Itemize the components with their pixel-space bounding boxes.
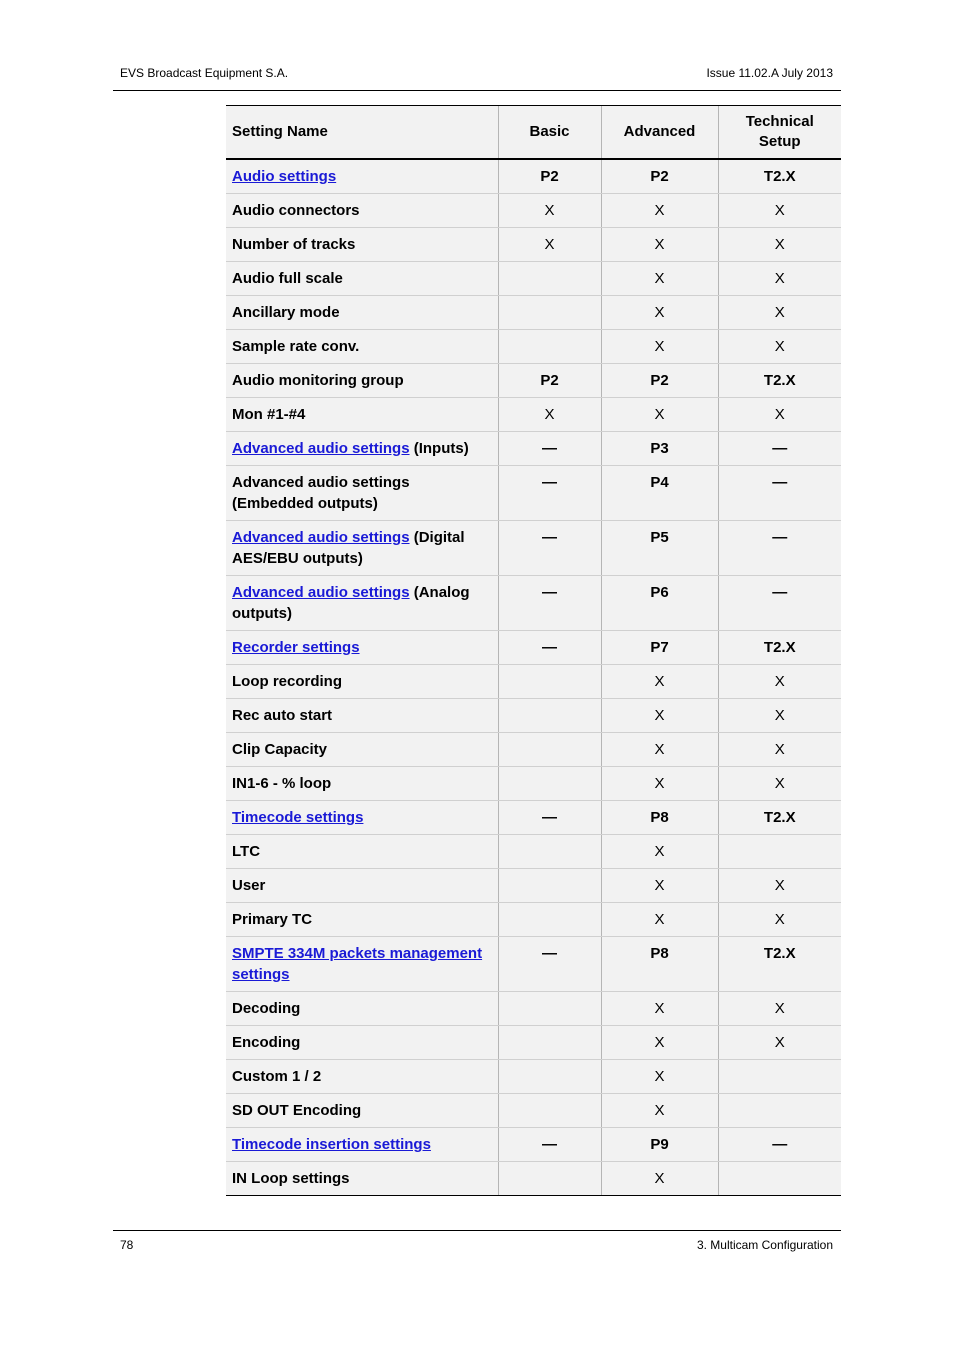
basic-cell bbox=[498, 665, 601, 699]
basic-cell: X bbox=[498, 194, 601, 228]
setting-name: Loop recording bbox=[232, 673, 342, 690]
setting-name: SD OUT Encoding bbox=[232, 1102, 362, 1119]
basic-cell bbox=[498, 1060, 601, 1094]
advanced-cell: P2 bbox=[601, 364, 718, 398]
technical-cell bbox=[718, 1094, 841, 1128]
setting-link[interactable]: Advanced audio settings bbox=[232, 440, 410, 457]
technical-cell: X bbox=[718, 699, 841, 733]
setting-name-cell bbox=[226, 869, 498, 903]
footer-chapter: 3. Multicam Configuration bbox=[696, 1238, 833, 1252]
advanced-cell: P8 bbox=[601, 801, 718, 835]
setting-name-cell bbox=[226, 1094, 498, 1128]
table-row bbox=[226, 432, 841, 466]
table-row bbox=[226, 767, 841, 801]
setting-name: Rec auto start bbox=[232, 707, 333, 724]
technical-cell: X bbox=[718, 262, 841, 296]
setting-name-cell bbox=[226, 364, 498, 398]
basic-cell bbox=[498, 699, 601, 733]
basic-cell: — bbox=[498, 432, 601, 466]
col-header-setting-name: Setting Name bbox=[226, 106, 498, 160]
setting-name-cell bbox=[226, 665, 498, 699]
setting-name-cell bbox=[226, 992, 498, 1026]
basic-cell: — bbox=[498, 631, 601, 665]
table-row bbox=[226, 398, 841, 432]
table-row bbox=[226, 733, 841, 767]
technical-cell: X bbox=[718, 665, 841, 699]
setting-name: Audio monitoring group bbox=[232, 372, 404, 389]
setting-name-cell bbox=[226, 330, 498, 364]
setting-name-cell bbox=[226, 835, 498, 869]
basic-cell: P2 bbox=[498, 364, 601, 398]
technical-cell: — bbox=[718, 1128, 841, 1162]
table-row bbox=[226, 159, 841, 194]
setting-link-suffix: (Analog outputs) bbox=[232, 584, 470, 622]
setting-link-suffix: (Digital AES/EBU outputs) bbox=[232, 529, 465, 567]
setting-name: User bbox=[232, 877, 266, 894]
basic-cell: P2 bbox=[498, 159, 601, 194]
table-row bbox=[226, 576, 841, 631]
technical-cell: X bbox=[718, 733, 841, 767]
setting-name: IN Loop settings bbox=[232, 1170, 350, 1187]
setting-name: Number of tracks bbox=[232, 236, 356, 253]
table-header-row bbox=[226, 106, 841, 160]
technical-cell: — bbox=[718, 576, 841, 631]
basic-cell bbox=[498, 992, 601, 1026]
setting-name-cell bbox=[226, 801, 498, 835]
setting-name: Audio full scale bbox=[232, 270, 343, 287]
setting-name-cell bbox=[226, 903, 498, 937]
setting-name-cell bbox=[226, 159, 498, 194]
advanced-cell: X bbox=[601, 194, 718, 228]
basic-cell bbox=[498, 835, 601, 869]
advanced-cell: X bbox=[601, 733, 718, 767]
setting-link[interactable]: Recorder settings bbox=[232, 639, 360, 656]
setting-link[interactable]: Advanced audio settings bbox=[232, 584, 410, 601]
advanced-cell: P3 bbox=[601, 432, 718, 466]
setting-name: Clip Capacity bbox=[232, 741, 328, 758]
footer-divider bbox=[113, 1230, 841, 1231]
basic-cell: — bbox=[498, 576, 601, 631]
col-header-advanced: Advanced bbox=[601, 106, 718, 160]
advanced-cell: X bbox=[601, 869, 718, 903]
basic-cell bbox=[498, 296, 601, 330]
setting-name-cell bbox=[226, 432, 498, 466]
advanced-cell: X bbox=[601, 262, 718, 296]
settings-table bbox=[226, 105, 841, 1196]
basic-cell bbox=[498, 733, 601, 767]
setting-link[interactable]: SMPTE 334M packets management settings bbox=[232, 945, 483, 983]
advanced-cell: X bbox=[601, 1094, 718, 1128]
table-row bbox=[226, 631, 841, 665]
technical-cell: X bbox=[718, 228, 841, 262]
col-header-basic: Basic bbox=[498, 106, 601, 160]
table-row bbox=[226, 521, 841, 576]
setting-name-cell bbox=[226, 194, 498, 228]
advanced-cell: X bbox=[601, 699, 718, 733]
basic-cell bbox=[498, 262, 601, 296]
table-row bbox=[226, 665, 841, 699]
advanced-cell: P5 bbox=[601, 521, 718, 576]
basic-cell: — bbox=[498, 801, 601, 835]
technical-cell: X bbox=[718, 296, 841, 330]
setting-name: Primary TC bbox=[232, 911, 313, 928]
header-company: EVS Broadcast Equipment S.A. bbox=[120, 66, 289, 80]
setting-name-cell bbox=[226, 1162, 498, 1196]
setting-name: LTC bbox=[232, 843, 261, 860]
setting-name: Custom 1 / 2 bbox=[232, 1068, 322, 1085]
advanced-cell: X bbox=[601, 1026, 718, 1060]
advanced-cell: X bbox=[601, 1060, 718, 1094]
technical-cell: T2.X bbox=[718, 801, 841, 835]
setting-name: Encoding bbox=[232, 1034, 301, 1051]
advanced-cell: X bbox=[601, 903, 718, 937]
setting-name: Decoding bbox=[232, 1000, 301, 1017]
table-row bbox=[226, 1162, 841, 1196]
setting-name-cell bbox=[226, 228, 498, 262]
basic-cell bbox=[498, 1026, 601, 1060]
table-row bbox=[226, 1094, 841, 1128]
advanced-cell: P8 bbox=[601, 937, 718, 992]
setting-name: Audio connectors bbox=[232, 202, 360, 219]
technical-cell: X bbox=[718, 903, 841, 937]
advanced-cell: P9 bbox=[601, 1128, 718, 1162]
table-row bbox=[226, 466, 841, 521]
technical-cell: X bbox=[718, 992, 841, 1026]
basic-cell: — bbox=[498, 466, 601, 521]
advanced-cell: X bbox=[601, 1162, 718, 1196]
setting-link[interactable]: Timecode settings bbox=[232, 809, 364, 826]
setting-name-cell bbox=[226, 1128, 498, 1162]
advanced-cell: X bbox=[601, 665, 718, 699]
table-row bbox=[226, 228, 841, 262]
setting-link[interactable]: Audio settings bbox=[232, 168, 337, 185]
technical-cell: X bbox=[718, 767, 841, 801]
setting-name-cell bbox=[226, 631, 498, 665]
setting-name-cell bbox=[226, 733, 498, 767]
setting-name-cell bbox=[226, 699, 498, 733]
technical-cell: T2.X bbox=[718, 937, 841, 992]
technical-cell: — bbox=[718, 466, 841, 521]
basic-cell: X bbox=[498, 398, 601, 432]
table-row bbox=[226, 869, 841, 903]
setting-name: Advanced audio settings (Embedded outputs) bbox=[232, 474, 410, 512]
technical-cell bbox=[718, 1162, 841, 1196]
setting-name: IN1-6 - % loop bbox=[232, 775, 332, 792]
setting-name-cell bbox=[226, 521, 498, 576]
setting-name-cell bbox=[226, 1060, 498, 1094]
table-row bbox=[226, 296, 841, 330]
setting-name-cell bbox=[226, 576, 498, 631]
advanced-cell: P6 bbox=[601, 576, 718, 631]
technical-cell bbox=[718, 1060, 841, 1094]
setting-name-cell bbox=[226, 466, 498, 521]
technical-cell: X bbox=[718, 330, 841, 364]
header-issue: Issue 11.02.A July 2013 bbox=[706, 66, 833, 80]
basic-cell bbox=[498, 1094, 601, 1128]
setting-link[interactable]: Advanced audio settings bbox=[232, 529, 410, 546]
technical-cell bbox=[718, 835, 841, 869]
advanced-cell: X bbox=[601, 296, 718, 330]
technical-cell: X bbox=[718, 1026, 841, 1060]
basic-cell bbox=[498, 1162, 601, 1196]
table-row bbox=[226, 699, 841, 733]
col-header-technical-setup: Technical Setup bbox=[718, 106, 841, 160]
setting-name-cell bbox=[226, 767, 498, 801]
table-row bbox=[226, 1026, 841, 1060]
setting-name-cell bbox=[226, 296, 498, 330]
advanced-cell: X bbox=[601, 330, 718, 364]
basic-cell bbox=[498, 869, 601, 903]
advanced-cell: P4 bbox=[601, 466, 718, 521]
advanced-cell: X bbox=[601, 835, 718, 869]
setting-name-cell bbox=[226, 398, 498, 432]
setting-name: Ancillary mode bbox=[232, 304, 340, 321]
header-divider bbox=[113, 90, 841, 91]
page-number: 78 bbox=[120, 1238, 134, 1252]
technical-cell: X bbox=[718, 194, 841, 228]
technical-cell: T2.X bbox=[718, 631, 841, 665]
table-row bbox=[226, 1060, 841, 1094]
table-row bbox=[226, 1128, 841, 1162]
technical-cell: X bbox=[718, 869, 841, 903]
advanced-cell: P7 bbox=[601, 631, 718, 665]
basic-cell bbox=[498, 903, 601, 937]
basic-cell: — bbox=[498, 1128, 601, 1162]
setting-link[interactable]: Timecode insertion settings bbox=[232, 1136, 431, 1153]
setting-name: Sample rate conv. bbox=[232, 338, 360, 355]
basic-cell: — bbox=[498, 937, 601, 992]
setting-name-cell bbox=[226, 1026, 498, 1060]
table-row bbox=[226, 835, 841, 869]
setting-name-cell bbox=[226, 262, 498, 296]
basic-cell bbox=[498, 767, 601, 801]
technical-cell: — bbox=[718, 432, 841, 466]
table-row bbox=[226, 992, 841, 1026]
table-row bbox=[226, 262, 841, 296]
setting-name-cell bbox=[226, 937, 498, 992]
table-row bbox=[226, 194, 841, 228]
technical-cell: — bbox=[718, 521, 841, 576]
basic-cell: X bbox=[498, 228, 601, 262]
table-row bbox=[226, 937, 841, 992]
technical-cell: X bbox=[718, 398, 841, 432]
basic-cell bbox=[498, 330, 601, 364]
setting-name: Mon #1-#4 bbox=[232, 406, 306, 423]
table-body bbox=[226, 159, 841, 1196]
table-row bbox=[226, 903, 841, 937]
advanced-cell: X bbox=[601, 767, 718, 801]
advanced-cell: X bbox=[601, 992, 718, 1026]
technical-cell: T2.X bbox=[718, 364, 841, 398]
setting-link-suffix: (Inputs) bbox=[409, 440, 469, 457]
advanced-cell: X bbox=[601, 228, 718, 262]
basic-cell: — bbox=[498, 521, 601, 576]
technical-cell: T2.X bbox=[718, 159, 841, 194]
table-row bbox=[226, 364, 841, 398]
advanced-cell: X bbox=[601, 398, 718, 432]
advanced-cell: P2 bbox=[601, 159, 718, 194]
table-row bbox=[226, 801, 841, 835]
table-row bbox=[226, 330, 841, 364]
